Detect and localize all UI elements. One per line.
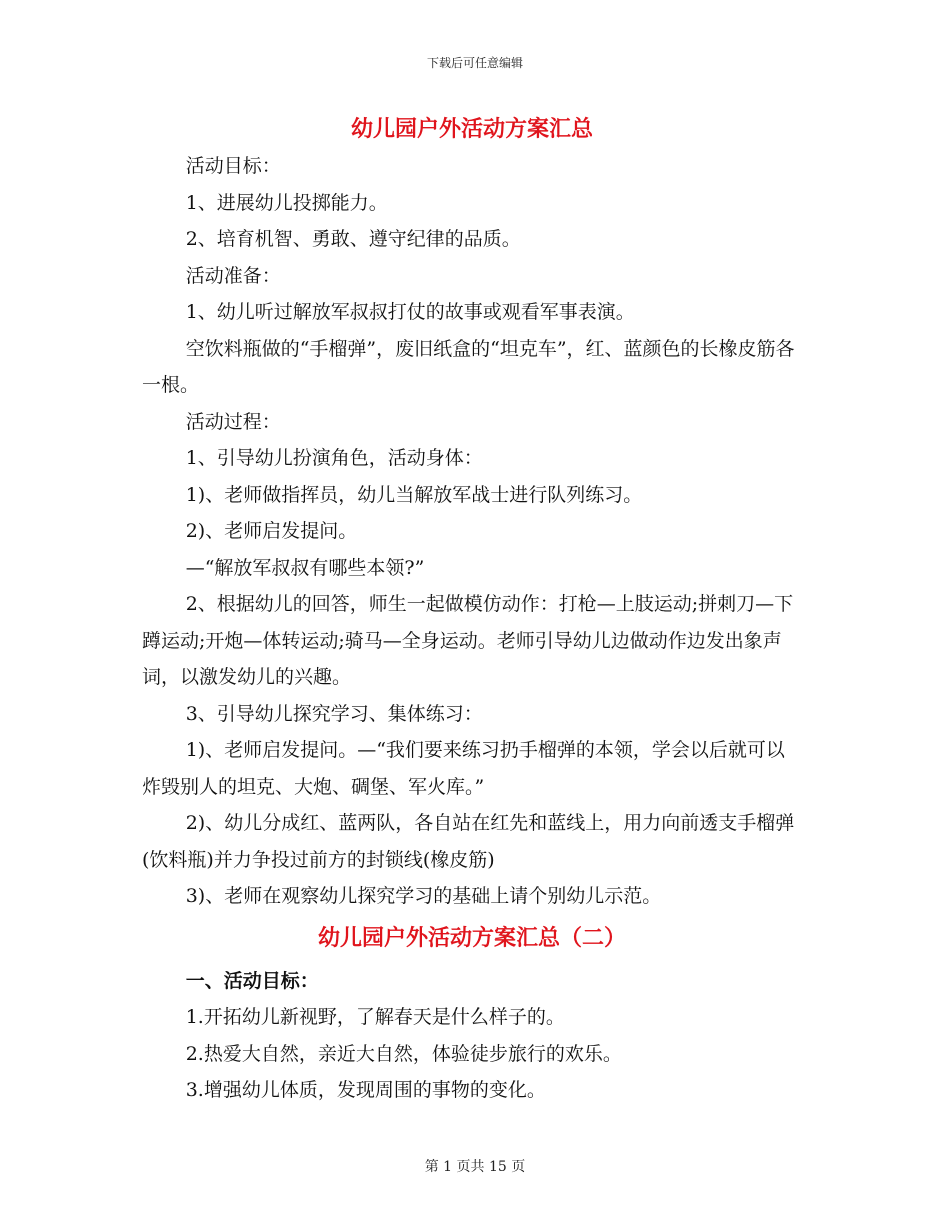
section-2-title: 幼儿园户外活动方案汇总（二）	[317, 924, 626, 951]
paragraph: 2.热爱大自然，亲近大自然，体验徒步旅行的欢乐。	[185, 1042, 622, 1065]
paragraph: 2、培育机智、勇敢、遵守纪律的品质。	[185, 228, 521, 250]
section-1-title: 幼儿园户外活动方案汇总	[350, 116, 593, 142]
paragraph: 1)、老师启发提问。—“我们要来练习扔手榴弹的本领，学会以后就可以炸毁别人的坦克、大炮、碉堡、军火库。”	[142, 739, 785, 798]
paragraph: 1、幼儿听过解放军叔叔打仗的故事或观看军事表演。	[185, 301, 635, 323]
paragraph: 活动准备：	[185, 264, 281, 287]
document-body	[142, 112, 802, 1109]
paragraph: 活动目标：	[185, 155, 281, 177]
paragraph: 1)、老师做指挥员，幼儿当解放军战士进行队列练习。	[185, 483, 643, 506]
paragraph: 空饮料瓶做的“手榴弹”，废旧纸盒的“坦克车”，红、蓝颜色的长橡皮筋各一根。	[142, 337, 795, 396]
paragraph: 2、根据幼儿的回答，师生一起做模仿动作：打枪—上肢运动;拼刺刀—下蹲运动;开炮—体转运动;骑马—全身运动。老师引导幼儿边做动作边发出象声词，以激发幼儿的兴趣。	[142, 593, 794, 688]
page-number: 第 1 页共 15 页	[424, 1159, 526, 1175]
paragraph: 活动过程：	[185, 410, 281, 433]
paragraph: 2)、老师启发提问。	[185, 520, 358, 542]
paragraph: 3.增强幼儿体质，发现周围的事物的变化。	[185, 1079, 546, 1101]
paragraph: 1、进展幼儿投掷能力。	[185, 191, 388, 214]
paragraph: —“解放军叔叔有哪些本领?”	[185, 556, 425, 579]
paragraph: 3)、老师在观察幼儿探究学习的基础上请个别幼儿示范。	[185, 885, 662, 907]
paragraph: 1.开拓幼儿新视野，了解春天是什么样子的。	[185, 1006, 565, 1028]
paragraph: 1、引导幼儿扮演角色，活动身体：	[185, 447, 483, 469]
paragraph: 3、引导幼儿探究学习、集体练习：	[185, 702, 483, 725]
header-note: 下载后可任意编辑	[426, 56, 523, 70]
paragraph: 2)、幼儿分成红、蓝两队，各自站在红先和蓝线上，用力向前透支手榴弹(饮料瓶)并力争投过前方的封锁线(橡皮筋)	[142, 812, 795, 871]
section-2-heading: 一、活动目标：	[185, 969, 319, 992]
